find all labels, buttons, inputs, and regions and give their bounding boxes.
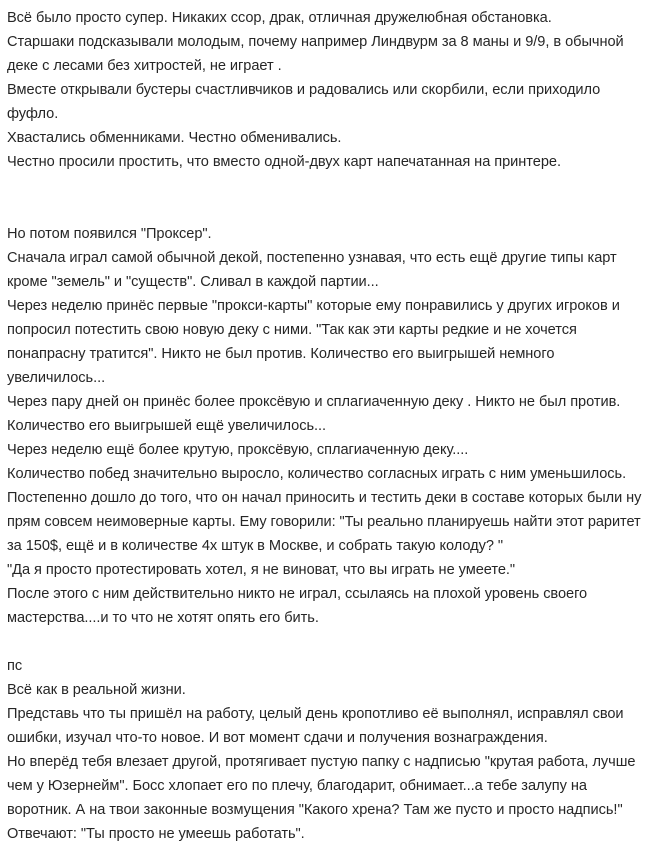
text-line: Вместе открывали бустеры счастливчиков и радовались или скорбили, если приходило <box>7 82 601 98</box>
text-line: понапрасну тратится". Никто не был против. Количество его выигрышей немного <box>7 346 555 362</box>
text-line: Через пару дней он принёс более проксёвую и сплагиаченную деку . Никто не был против. <box>7 394 621 410</box>
text-line: Представь что ты пришёл на работу, целый день кропотливо её выполнял, исправлял свои <box>7 706 624 722</box>
text-line: деке с лесами без хитростей, не играет . <box>7 58 282 74</box>
text-line: Но потом появился "Проксер". <box>7 226 212 242</box>
text-line: кроме "земель" и "существ". Сливал в каждой партии... <box>7 274 379 290</box>
text-line: Честно просили простить, что вместо одной-двух карт напечатанная на принтере. <box>7 154 561 170</box>
text-line: мастерства....и то что не хотят опять его бить. <box>7 610 319 626</box>
text-line: чем у Юзернейм". Босс хлопает его по плечу, благодарит, обнимает...а тебе залупу на <box>7 778 587 794</box>
text-line: Старшаки подсказывали молодым, почему например Линдвурм за 8 маны и 9/9, в обычной <box>7 34 624 50</box>
text-line: Всё как в реальной жизни. <box>7 682 186 698</box>
text-line: Отвечают: "Ты просто не умеешь работать". <box>7 826 305 842</box>
paragraph-gap <box>7 174 641 222</box>
text-line: Но вперёд тебя влезает другой, протягивает пустую папку с надписью "крутая работа, лучше <box>7 754 636 770</box>
text-line: попросил потестить свою новую деку с ними. "Так как эти карты редкие и не хочется <box>7 322 577 338</box>
text-line: Количество его выигрышей ещё увеличилось... <box>7 418 327 434</box>
text-line: фуфло. <box>7 106 59 122</box>
text-line: Постепенно дошло до того, что он начал приносить и тестить деки в составе которых были ну <box>7 490 642 506</box>
text-line: воротник. А на твои законные возмущения "Какого хрена? Там же пусто и просто надпись!" <box>7 802 623 818</box>
text-line: "Да я просто протестировать хотел, я не виноват, что вы играть не умеете." <box>7 562 516 578</box>
text-line: Через неделю ещё более крутую, проксёвую, сплагиаченную деку.... <box>7 442 469 458</box>
paragraph-gap <box>7 630 641 654</box>
text-line: за 150$, ещё и в количестве 4х штук в Москве, и собрать такую колоду? " <box>7 538 504 554</box>
text-line: Хвастались обменниками. Честно обменивались. <box>7 130 342 146</box>
text-line: Всё было просто супер. Никаких ссор, драк, отличная дружелюбная обстановка. <box>7 10 552 26</box>
text-line: Через неделю принёс первые "прокси-карты" которые ему понравились у других игроков и <box>7 298 620 314</box>
text-line: прям совсем неимоверные карты. Ему говорили: "Ты реально планируешь найти этот раритет <box>7 514 641 530</box>
text-line: увеличилось... <box>7 370 106 386</box>
text-line: пс <box>7 658 23 674</box>
text-line: Сначала играл самой обычной декой, постепенно узнавая, что есть ещё другие типы карт <box>7 250 617 266</box>
text-line: После этого с ним действительно никто не играл, ссылаясь на плохой уровень своего <box>7 586 588 602</box>
text-line: Количество побед значительно выросло, количество согласных играть с ним уменьшилось. <box>7 466 627 482</box>
text-line: ошибки, изучал что-то новое. И вот момент сдачи и получения вознаграждения. <box>7 730 548 746</box>
